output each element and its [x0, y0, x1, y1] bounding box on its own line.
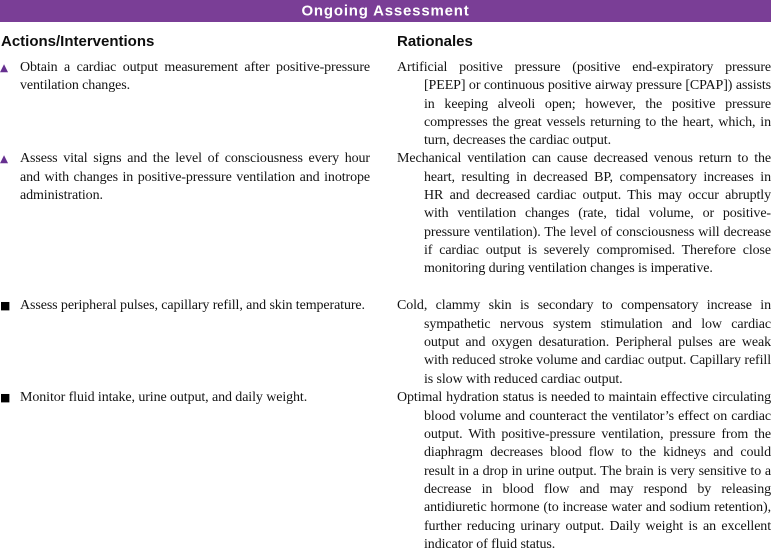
table-row [0, 59, 771, 150]
rationale-text: Mechanical ventilation can cause decreased venous return to the heart, resulting in decreased BP, compensatory increases in HR and decreased cardiac output. This may occur abruptly with ventilation changes (rate, tidal volume, or positive-pressure ventilation). The level of consciousness will decrease if cardiac output is severely compromised. Therefore close monitoring during ventilation changes is imperative. [397, 151, 771, 277]
section-title: Ongoing Assessment [301, 2, 470, 19]
action-cell [0, 389, 372, 554]
action-text: Assess vital signs and the level of consciousness every hour and with changes in positive-pressure ventilation and inotrope administration. [20, 151, 370, 204]
square-bullet-icon: ■ [0, 298, 11, 312]
action-text: Monitor fluid intake, urine output, and daily weight. [20, 390, 308, 406]
triangle-bullet-icon: ▲ [0, 61, 8, 74]
rationale-cell [397, 150, 771, 297]
column-headers [0, 22, 771, 59]
table-row [0, 389, 771, 554]
table-row [0, 150, 771, 297]
rationale-text: Cold, clammy skin is secondary to compensatory increase in sympathetic nervous system stimulation and low cardiac output and oxygen desaturation. Peripheral pulses are weak with reduced stroke volume and cardiac output. Capillary refill is slow with reduced cardiac output. [397, 298, 771, 387]
table-row [0, 297, 771, 389]
rationale-text: Optimal hydration status is needed to maintain effective circulating blood volume and counteract the ventilator’s effect on cardiac output. With positive-pressure ventilation, pressure from the diaphragm decreases blood flow to the kidneys and could result in a drop in urine output. The brain is very sensitive to a decrease in blood flow and may respond by releasing antidiuretic hormone (to increase water and sodium retention), further reducing urinary output. Daily weight is an excellent indicator of fluid status. [397, 390, 771, 552]
action-text: Assess peripheral pulses, capillary refill, and skin temperature. [20, 298, 365, 314]
action-cell [0, 297, 372, 389]
rationale-cell [397, 389, 771, 554]
action-cell [0, 59, 372, 150]
rationale-cell [397, 297, 771, 389]
column-header-actions: Actions/Interventions [1, 33, 155, 50]
rationale-text: Artificial positive pressure (positive end-expiratory pressure [PEEP] or continuous positive airway pressure [CPAP]) assists in keeping alveoli open; however, the positive pressure compresses the great vessels returning to the heart, which, in turn, decreases the cardiac output. [397, 60, 771, 149]
square-bullet-icon: ■ [0, 390, 11, 404]
action-cell [0, 150, 372, 297]
section-header-bar [0, 0, 771, 22]
rationale-cell [397, 59, 771, 150]
action-text: Obtain a cardiac output measurement after positive-pressure ventilation changes. [20, 60, 370, 94]
triangle-bullet-icon: ▲ [0, 152, 8, 165]
column-header-rationales: Rationales [397, 33, 473, 50]
